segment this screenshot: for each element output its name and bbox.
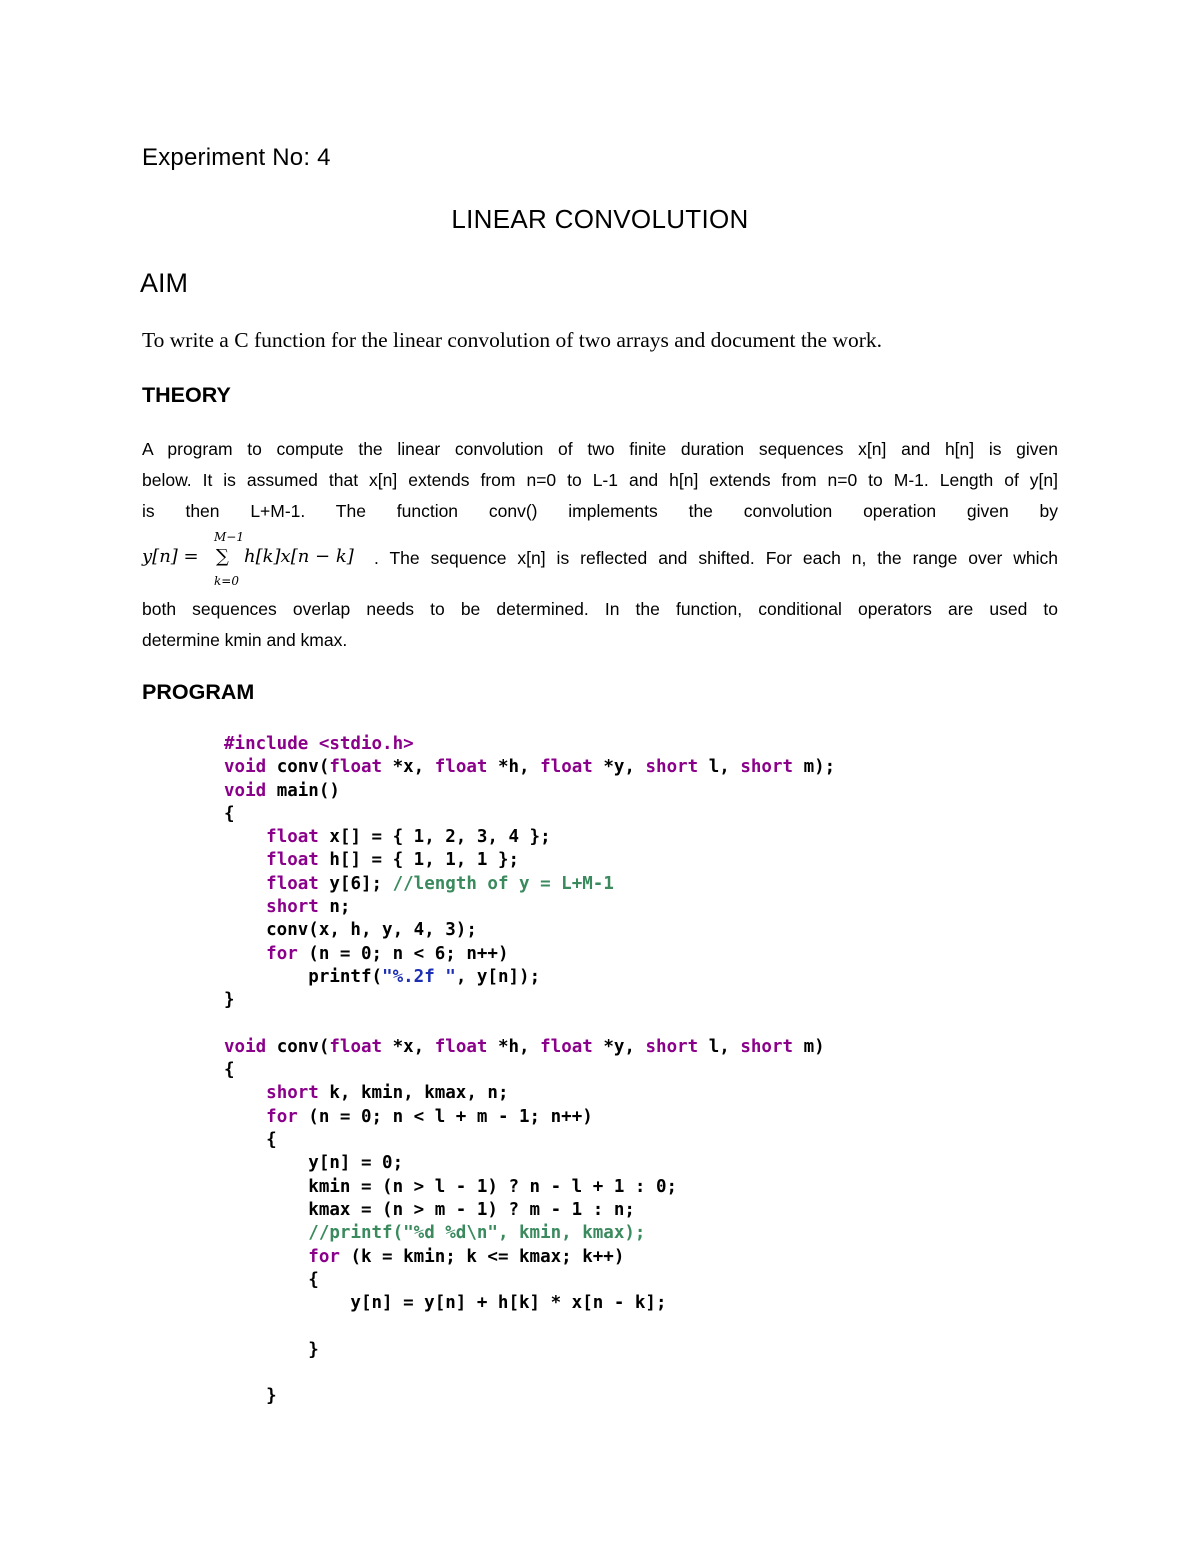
code-token — [224, 827, 266, 847]
code-block — [224, 733, 835, 1409]
code-token: float — [329, 757, 383, 778]
code-token: x[] = { 1, 2, 3, 4 }; — [318, 827, 551, 848]
code-token: *h, — [487, 757, 541, 778]
code-token: "%.2f " — [382, 966, 456, 987]
aim-heading: AIM — [140, 268, 189, 298]
code-token: float — [266, 873, 319, 894]
code-token: //printf("%d %d\n", kmin, kmax); — [308, 1223, 646, 1244]
code-token — [224, 850, 266, 870]
code-token: //length of y = L+M-1 — [392, 873, 614, 894]
code-token: h[] = { 1, 1, 1 }; — [318, 850, 520, 871]
code-token — [224, 1247, 308, 1267]
code-token: (n = 0; n < l + m - 1; n++) — [297, 1106, 593, 1127]
code-line — [224, 1269, 835, 1292]
code-token: float — [540, 757, 593, 778]
code-line — [224, 1176, 835, 1199]
code-token: kmin = (n > l - 1) ? n - l + 1 : 0; — [224, 1176, 678, 1197]
code-line — [224, 943, 835, 966]
code-token: short — [645, 757, 699, 778]
code-token: , y[n]); — [455, 966, 541, 987]
code-token: { — [224, 803, 235, 824]
code-token: float — [329, 1036, 383, 1057]
code-token: short — [266, 897, 319, 918]
code-line — [224, 896, 835, 919]
code-token: k, kmin, kmax, n; — [318, 1083, 509, 1104]
code-token: short — [645, 1036, 699, 1057]
code-line — [224, 1013, 835, 1036]
code-line — [224, 1339, 835, 1362]
code-token: { — [224, 1060, 235, 1081]
code-line — [224, 756, 835, 779]
code-token: l, — [698, 757, 741, 778]
code-line — [224, 919, 835, 942]
code-line — [224, 1246, 835, 1269]
code-token: short — [266, 1083, 319, 1104]
code-token: for — [266, 943, 298, 964]
code-token: *x, — [382, 757, 435, 778]
code-line — [224, 1129, 835, 1152]
code-token: *x, — [382, 1036, 435, 1057]
code-token: *y, — [592, 1036, 646, 1057]
equation-rhs: h[k]x[n − k] — [244, 546, 354, 567]
code-token: for — [266, 1106, 298, 1127]
code-line — [224, 733, 835, 756]
code-token: #include <stdio.h> — [224, 734, 414, 754]
code-token: { — [224, 1130, 277, 1151]
code-token: y[n] = 0; — [224, 1153, 404, 1174]
code-line — [224, 1059, 835, 1082]
code-line — [224, 1385, 835, 1408]
theory-line-5: both sequences overlap needs to be determined. In the function, conditional operators are used to — [142, 599, 1058, 619]
theory-line-4-tail: . The sequence x[n] is reflected and shifted. For each n, the range over which — [374, 548, 1058, 568]
code-token: } — [224, 1386, 277, 1407]
code-token: (n = 0; n < 6; n++) — [297, 943, 509, 964]
code-line — [224, 1199, 835, 1222]
code-token: } — [224, 990, 235, 1011]
experiment-number: Experiment No: 4 — [142, 144, 331, 171]
code-token: for — [308, 1246, 340, 1267]
code-token: { — [224, 1269, 319, 1290]
code-token: (k = kmin; k <= kmax; k++) — [339, 1246, 625, 1267]
code-token: conv( — [266, 1036, 330, 1057]
code-token — [224, 1083, 266, 1103]
code-token: m); — [793, 757, 836, 778]
code-line — [224, 849, 835, 872]
summation-symbol: ∑ — [216, 546, 229, 567]
equation-lhs: y[n] = — [142, 546, 199, 567]
sum-upper-limit: M−1 — [214, 530, 244, 544]
code-token: *y, — [592, 757, 646, 778]
code-token: float — [434, 1036, 488, 1057]
code-token: void — [224, 757, 267, 778]
code-line — [224, 826, 835, 849]
code-token: *h, — [487, 1036, 541, 1057]
code-token: short — [740, 1036, 794, 1057]
code-line — [224, 1362, 835, 1385]
code-token: n; — [318, 897, 351, 918]
aim-text: To write a C function for the linear convolution of two arrays and document the work. — [142, 328, 883, 352]
code-line — [224, 1106, 835, 1129]
program-heading: PROGRAM — [142, 680, 255, 704]
code-token: main() — [266, 780, 340, 801]
theory-heading: THEORY — [142, 383, 231, 407]
document-title: LINEAR CONVOLUTION — [451, 204, 749, 234]
theory-line-6: determine kmin and kmax. — [142, 630, 348, 650]
code-token: l, — [698, 1036, 741, 1057]
code-line — [224, 780, 835, 803]
code-token: float — [540, 1036, 593, 1057]
theory-line-2: below. It is assumed that x[n] extends from n=0 to L-1 and h[n] extends from n=0 to M-1. Length of y[n] — [142, 470, 1058, 490]
code-token: m) — [793, 1036, 825, 1057]
code-line — [224, 1036, 835, 1059]
code-line — [224, 1315, 835, 1338]
code-token: conv( — [266, 757, 330, 778]
code-token — [224, 874, 266, 894]
code-token: short — [740, 757, 794, 778]
code-token — [224, 1107, 266, 1127]
code-line — [224, 1082, 835, 1105]
code-token — [224, 944, 266, 964]
code-token — [224, 1223, 308, 1243]
code-line — [224, 873, 835, 896]
code-token: y[n] = y[n] + h[k] * x[n - k]; — [224, 1293, 667, 1314]
code-line — [224, 966, 835, 989]
code-token: y[6]; — [318, 873, 393, 894]
code-token: float — [266, 827, 319, 848]
code-token: void — [224, 1036, 267, 1057]
code-line — [224, 803, 835, 826]
code-line — [224, 989, 835, 1012]
code-token: kmax = (n > m - 1) ? m - 1 : n; — [224, 1199, 635, 1220]
code-line — [224, 1292, 835, 1315]
code-token: } — [224, 1339, 319, 1360]
code-token — [224, 897, 266, 917]
code-token: float — [266, 850, 319, 871]
code-token: printf( — [224, 966, 383, 987]
convolution-equation — [142, 530, 1058, 592]
code-token: float — [434, 757, 488, 778]
code-line — [224, 1222, 835, 1245]
theory-line-3: is then L+M-1. The function conv() implements the convolution operation given by — [142, 501, 1058, 521]
code-token: void — [224, 780, 267, 801]
code-token: conv(x, h, y, 4, 3); — [224, 920, 477, 941]
code-line — [224, 1152, 835, 1175]
theory-line-1: A program to compute the linear convolution of two finite duration sequences x[n] and h[n] is given — [142, 439, 1058, 459]
sum-lower-limit: k=0 — [214, 574, 239, 588]
